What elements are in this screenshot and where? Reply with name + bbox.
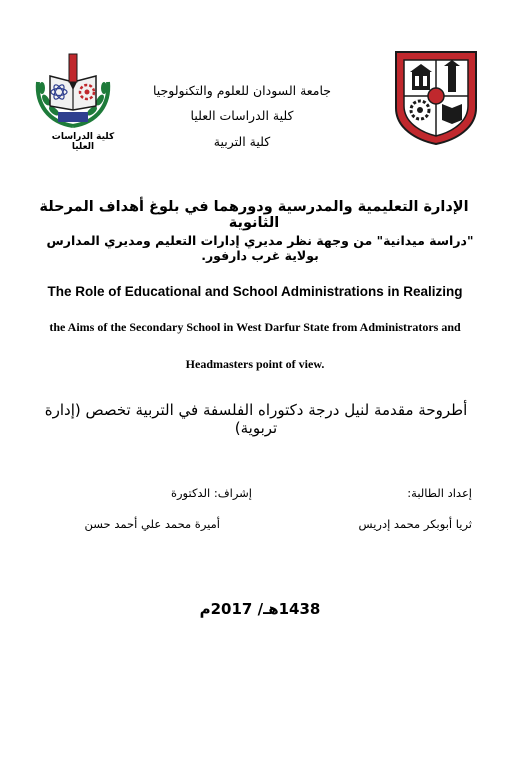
graduate-college-logo-caption: كلية الدراسات العليا: [51, 132, 115, 152]
arabic-subtitle: "دراسة ميدانية" من وجهة نظر مديري إدارات التعليم ومديري المدارس بولاية غرب دارفور.: [46, 233, 474, 263]
english-title-line-3: Headmasters point of view.: [185, 357, 325, 371]
university-logo: [392, 46, 480, 146]
english-title-line-1: The Role of Educational and School Administrations in Realizing: [47, 284, 463, 299]
university-name: جامعة السودان للعلوم والتكنولوجيا: [152, 83, 332, 98]
thesis-statement: أطروحة مقدمة لنيل درجة دكتوراه الفلسفة في التربية تخصص (إدارة تربوية): [44, 401, 468, 437]
education-college-name: كلية التربية: [213, 134, 271, 149]
supervisor-label: إشراف: الدكتورة: [170, 486, 252, 500]
submission-date: 1438هـ/ 2017م: [199, 600, 321, 618]
arabic-title: الإدارة التعليمية والمدرسية ودورهما في بلوغ أهداف المرحلة الثانوية: [39, 199, 469, 231]
graduate-college-name: كلية الدراسات العليا: [190, 108, 294, 123]
student-name: ثريا أبوبكر محمد إدريس: [358, 517, 472, 531]
student-label: إعداد الطالبة:: [407, 486, 472, 500]
supervisor-name: أميرة محمد علي أحمد حسن: [84, 517, 220, 531]
english-title-line-2: the Aims of the Secondary School in West Darfur State from Administrators and: [49, 320, 461, 334]
